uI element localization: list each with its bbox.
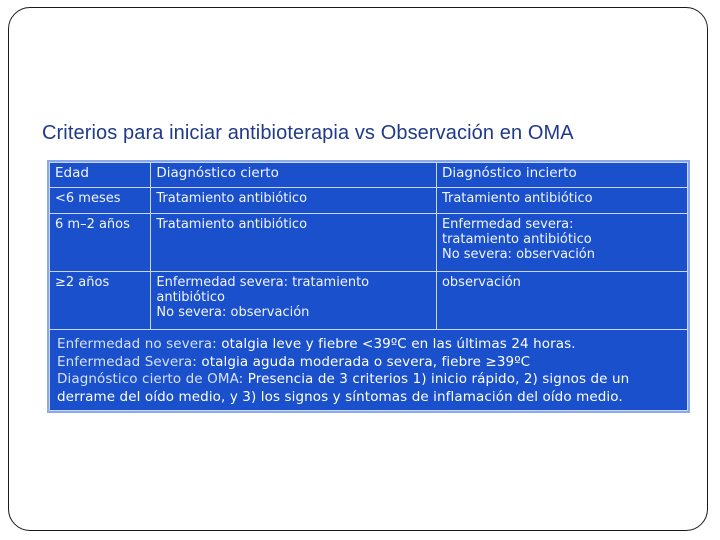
table-row [50, 272, 688, 330]
note-label: Enfermedad no severa: [57, 336, 217, 352]
note-text: otalgia aguda moderada o severa, fiebre ≥39ºC [196, 353, 531, 370]
definitions-notes [49, 330, 688, 411]
table-cell: Enfermedad severa: tratamiento antibiótico No severa: observación [436, 214, 687, 272]
table-cell: observación [436, 272, 687, 330]
table-row [50, 188, 688, 214]
table-cell: Tratamiento antibiótico [151, 188, 437, 214]
slide-title: Criterios para iniciar antibioterapia vs Observación en OMA [42, 122, 574, 144]
table-cell: <6 meses [50, 188, 151, 214]
table-header-row [50, 163, 688, 188]
note-label: Enfermedad Severa: [57, 353, 197, 370]
table-cell: 6 m–2 años [50, 214, 151, 272]
table-row [50, 214, 688, 272]
header-cell-certain-diagnosis: Diagnóstico cierto [151, 163, 437, 188]
criteria-table-panel [47, 160, 690, 413]
table-cell: Enfermedad severa: tratamiento antibiótico No severa: observación [151, 272, 437, 330]
header-cell-age: Edad [50, 163, 151, 188]
header-cell-uncertain-diagnosis: Diagnóstico incierto [436, 163, 687, 188]
note-text: otalgia leve y fiebre <39ºC en las últimas 24 horas. [216, 336, 576, 352]
note-line [57, 336, 680, 354]
note-line [57, 354, 680, 372]
table-cell: ≥2 años [50, 272, 151, 330]
table-cell: Tratamiento antibiótico [436, 188, 687, 214]
note-line [57, 371, 680, 406]
criteria-table [49, 162, 688, 330]
note-text: Presencia de 3 criterios 1) inicio rápido, 2) signos de un derrame del oído medio, y 3) los signos y síntomas de inflamación del oído medio. [57, 371, 630, 405]
table-cell: Tratamiento antibiótico [151, 214, 437, 272]
note-label: Diagnóstico cierto de OMA: [57, 371, 244, 387]
